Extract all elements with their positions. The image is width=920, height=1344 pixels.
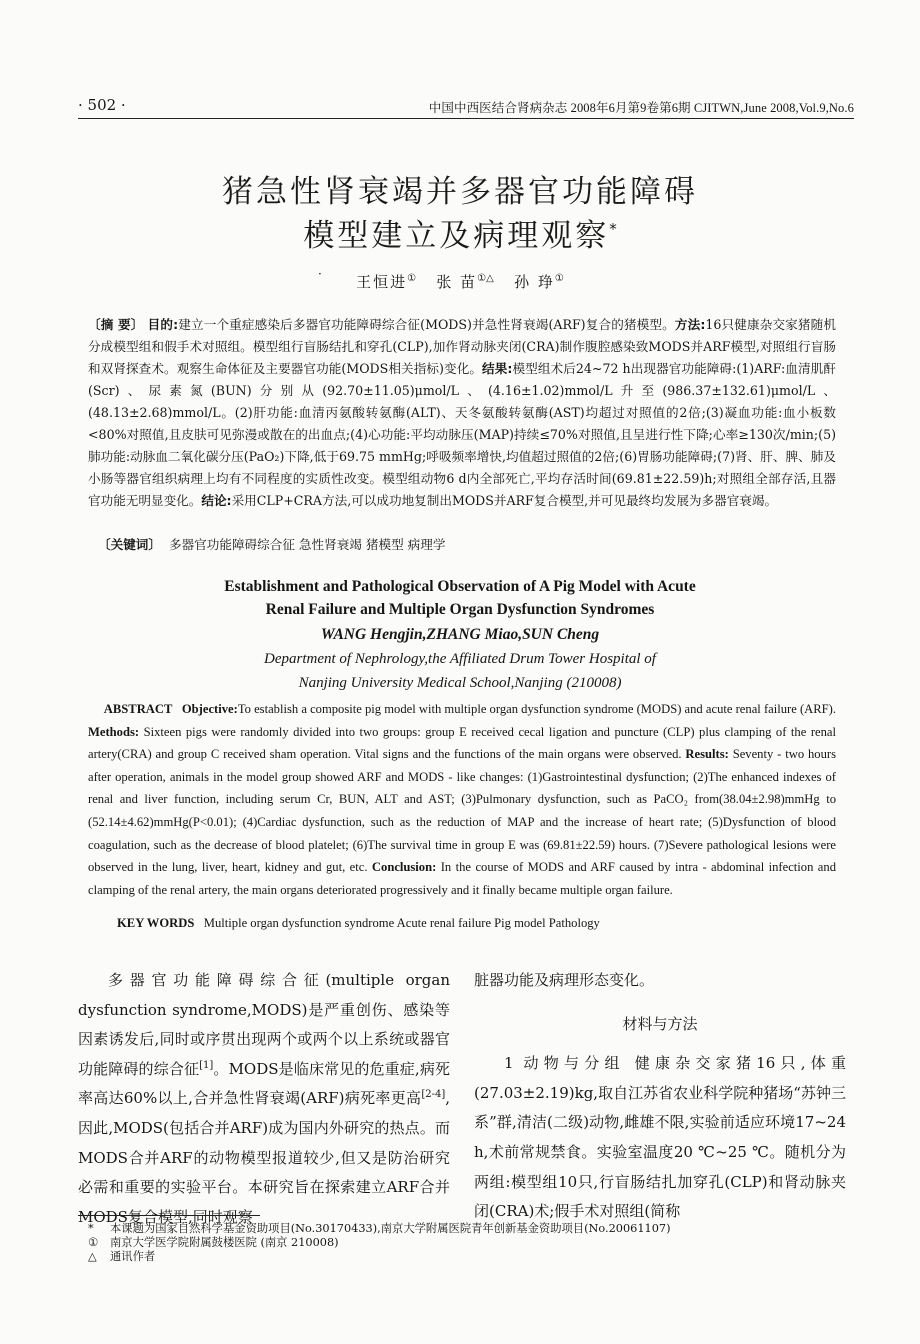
footnote-text: 通讯作者: [110, 1250, 156, 1263]
footnote-rule: [78, 1215, 260, 1216]
cn-keywords-label: 〔关键词〕: [98, 537, 161, 552]
intro-text: 多器官功能障碍综合征(multiple organ dysfunction syndrome,MODS)是严重创伤、感染等因素诱发后,同时或序贯出现两个或两个以上系统或器官功能障碍的综合征: [78, 971, 450, 1078]
journal-citation: 中国中西医结合肾病杂志 2008年6月第9卷第6期 CJITWN,June 2008,Vol.9,No.6: [428, 101, 854, 115]
chinese-keywords: [98, 534, 445, 553]
footnote: [88, 1250, 155, 1264]
en-keywords-text: Multiple organ dysfunction syndrome Acute renal failure Pig model Pathology: [203, 916, 600, 930]
cn-results-label: 结果:: [482, 361, 513, 376]
methods-paragraph: 1 动物与分组 健康杂交家猪16只,体重(27.03±2.19)kg,取自江苏省农业科学院种猪场“苏钟三系”群,清洁(二级)动物,雌雄不限,实验前适应环境17~24 h,术前常规禁食。实验室温度20 ℃~25 ℃。随机分为两组:模型组10只,行盲肠结扎加穿孔(CLP)和肾动脉夹闭(CRA)术;假手术对照组(简称: [474, 1054, 846, 1221]
author-line: [0, 267, 920, 292]
section-heading: 材料与方法: [622, 1014, 698, 1033]
english-affiliation-line-2: Nanjing University Medical School,Nanjing (210008): [298, 675, 622, 691]
intro-text: 。MODS是临床常见的危重症,病死率高达60%以上,合并急性肾衰竭(ARF)病死率更高: [78, 1059, 450, 1108]
body-column-right: [474, 966, 846, 1227]
footnote-mark: *: [88, 1222, 94, 1235]
footnote: [88, 1236, 339, 1250]
article-title-text: 模型建立及病理观察: [303, 218, 610, 254]
cn-conclusion-text: 采用CLP+CRA方法,可以成功地复制出MODS并ARF复合模型,并可见最终均发展为多器官衰竭。: [231, 493, 778, 508]
footnote-mark: △: [88, 1250, 97, 1263]
author-name: 孙 琤: [514, 273, 555, 291]
footnote-mark: ①: [88, 1236, 99, 1249]
en-abstract-label: ABSTRACT: [103, 702, 173, 716]
intro-text: ,因此,MODS(包括合并ARF)成为国内外研究的热点。而MODS合并ARF的动物模型报道较少,但又是防治研究必需和重要的实验平台。本研究旨在探索建立ARF合并MODS复合模型,同时观察: [78, 1089, 450, 1226]
english-abstract: [88, 698, 836, 901]
author-name: 王恒进: [356, 273, 408, 291]
body-column-left: [78, 966, 450, 1232]
running-header: [78, 96, 854, 116]
cn-results-text: 模型组术后24~72 h出现器官功能障碍:(1)ARF:血清肌酐(Scr)、尿素氮(BUN)分别从(92.70±11.05)μmol/L、(4.16±1.02)mmol/L升至(986.37±132.61)μmol/L、(48.13±2.68)mmol/L。(2)肝功能:血清丙氨酸转氨酶(ALT)、天冬氨酸转氨酶(AST)均超过对照值的2倍;(3)凝血功能:血小板数<80%对照值,且皮肤可见弥漫或散在的出血点;(4)心功能:平均动脉压(MAP)持续≤70%对照值,且呈进行性下降;心率≥130次/min;(5)肺功能:动脉血二氧化碳分压(PaO₂)下降,低于69.75 mmHg;呼吸频率增快,均值超过照值的2倍;(6)胃肠功能障碍;(7)肾、肝、脾、肺及小肠等器官组织病理上均有不同程度的实质性改变。模型组动物6 d内全部死亡,平均存活时间(69.81±22.59)h;对照组全部存活,且器官功能无明显变化。: [88, 361, 836, 508]
chinese-abstract: [88, 314, 836, 512]
footnote: [88, 1222, 670, 1236]
en-methods-text: Sixteen pigs were randomly divided into two groups: group E received cecal ligation and puncture (CLP) plus clamping of the renal artery(CRA) and group C received sham operation. Vital signs and the functions of the main organs were observed.: [88, 724, 836, 762]
cn-keywords-text: 多器官功能障碍综合征 急性肾衰竭 猪模型 病理学: [168, 537, 446, 552]
en-keywords-label: KEY WORDS: [117, 916, 195, 930]
footnote-text: 南京大学医学院附属鼓楼医院 (南京 210008): [110, 1236, 339, 1249]
author-lead-dot: ·: [318, 267, 324, 281]
cn-objective-label: 目的:: [147, 317, 179, 332]
english-title-line-2: Renal Failure and Multiple Organ Dysfunction Syndromes: [265, 601, 655, 618]
author-affil-mark: ①△: [477, 273, 494, 284]
cn-methods-label: 方法:: [674, 317, 706, 332]
header-rule: [78, 118, 854, 119]
intro-paragraph: [78, 966, 450, 1232]
article-title-line-2: [0, 210, 920, 255]
author-name: 张 苗: [436, 273, 478, 291]
english-keywords: [117, 916, 600, 931]
article-title-line-1: 猪急性肾衰竭并多器官功能障碍: [222, 174, 698, 210]
title-footnote-mark: *: [609, 220, 617, 238]
english-title-line-1: Establishment and Pathological Observation of A Pig Model with Acute: [224, 578, 696, 595]
author-affil-mark: ①: [554, 273, 564, 284]
english-affiliation-line-1: Department of Nephrology,the Affiliated Drum Tower Hospital of: [264, 651, 656, 667]
en-results-text: Seventy - two hours after operation, animals in the model group showed ARF and MODS - like changes: (1)Gastrointestinal dysfunction; (2)The enhanced indexes of renal and liver function, including serum Cr, BUN, ALT and AST; (3)Pulmonary dysfunction, such as PaCO₂ from(38.04±2.98)mmHg to (52.14±4.62)mmHg(P<0.01); (4)Cardiac dysfunction, such as the reduction of MAP and the increase of heart rate; (5)Dysfunction of blood coagulation, such as the decrease of blood platelet; (6)The survival time in group E was (69.81±22.59) hours. (7)Severe pathological lesions were observed in the lung, liver, heart, kidney and gut, etc.: [88, 747, 836, 875]
en-conclusion-text: In the course of MODS and ARF caused by intra - abdominal infection and clamping of the renal artery, the main organs deteriorated progressively and it finally became multiple organ failure.: [88, 860, 836, 897]
en-objective-label: Objective:: [181, 702, 238, 716]
citation-ref: [2-4]: [421, 1089, 446, 1101]
footnote-text: 本课题为国家自然科学基金资助项目(No.30170433),南京大学附属医院青年创新基金资助项目(No.20061107): [110, 1222, 671, 1235]
cn-conclusion-label: 结论:: [201, 493, 232, 508]
cn-abstract-label: 〔摘 要〕: [88, 317, 144, 332]
cn-objective-text: 建立一个重症感染后多器官功能障碍综合征(MODS)并急性肾衰竭(ARF)复合的猪模型。: [178, 317, 675, 332]
en-objective-text: To establish a composite pig model with multiple organ dysfunction syndrome (MODS) and acute renal failure (ARF).: [237, 702, 836, 716]
en-conclusion-label: Conclusion:: [371, 860, 437, 875]
english-authors: WANG Hengjin,ZHANG Miao,SUN Cheng: [320, 626, 600, 643]
page-number: · 502 ·: [78, 96, 126, 114]
en-methods-label: Methods:: [88, 724, 140, 739]
cn-methods-text: 16只健康杂交家猪随机分成模型组和假手术对照组。模型组行盲肠结扎和穿孔(CLP),加作肾动脉夹闭(CRA)制作腹腔感染致MODS并ARF模型,对照组行盲肠和双肾探查术。观察生命体征及主要器官功能(MODS相关指标)变化。: [88, 317, 836, 376]
author-affil-mark: ①: [407, 273, 417, 284]
intro-continuation: 脏器功能及病理形态变化。: [474, 971, 655, 989]
en-results-label: Results:: [685, 747, 729, 762]
citation-ref: [1]: [199, 1059, 214, 1071]
